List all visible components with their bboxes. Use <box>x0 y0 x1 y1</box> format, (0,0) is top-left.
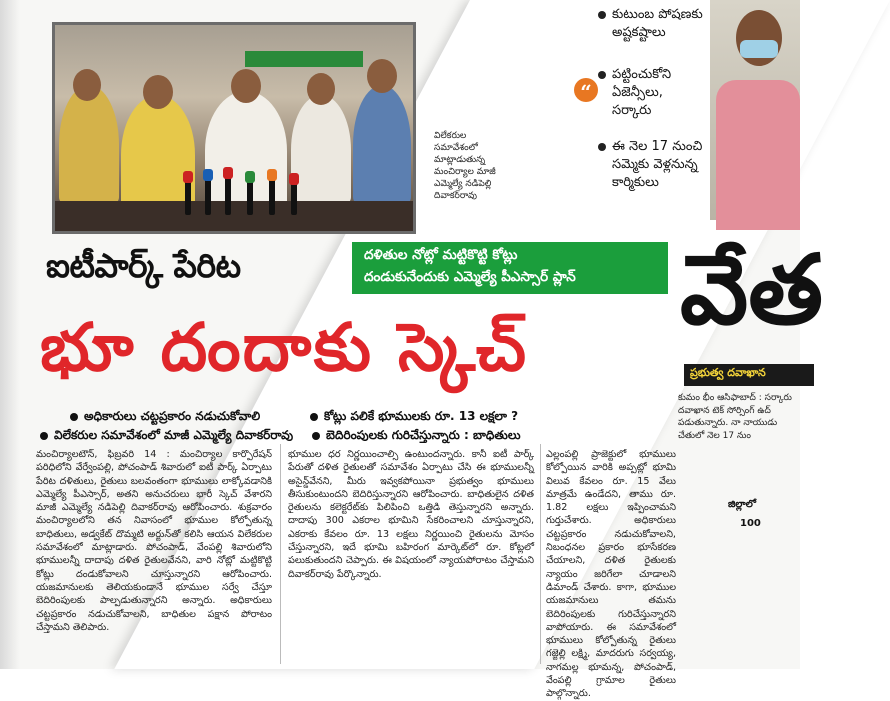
photo-shirt <box>716 80 800 230</box>
subhead-text: బెదిరింపులకు గురిచేస్తున్నారు : బాధితులు <box>326 428 521 442</box>
quote-icon: “ <box>574 78 598 102</box>
adjacent-story-number: 100 <box>740 518 761 529</box>
person-4-head <box>307 73 335 105</box>
side-bullet-text: పట్టించుకోని ఏజెన్సీలు, సర్కారు <box>612 67 672 118</box>
subhead-text: అధికారులు చట్టప్రకారం నడుచుకోవాలి <box>84 409 261 423</box>
microphone-cap <box>203 169 213 181</box>
page-edge-shadow <box>0 0 20 669</box>
column-divider <box>280 444 281 664</box>
person-3-head <box>231 69 261 103</box>
bullet-dot-icon <box>598 11 606 19</box>
bullet-dot-icon <box>598 143 606 151</box>
adjacent-story-text: కుమం భీం ఆసిఫాబాద్ : సర్కారు దవాఖాన టెక్ సోర్సింగ్ ఉద్ పడుతున్నారు. నా నాయుడు చేతులో నెల 17 నుం <box>678 393 792 441</box>
bullet-dot-icon <box>40 432 48 440</box>
body-column-2: భూముల ధర నిర్ణయించాల్సి ఉంటుందన్నారు. కానీ ఐటీ పార్క్ పేరుతో దళిత రైతులతో సమావేశం ఏర్పాటు చేసి ఈ భూములన్నీ అసైన్డ్‌వేనని, మీరు ఇవ్వకపోయినా ప్రభుత్వం భూములు తీసుకుంటుందని బెదిరిస్తున్నారని ఆరోపించారు. బాధితులైన దళిత రైతులను కలెక్టరేట్‌కు పిలిపించి ఒత్తిడి తెస్తున్నారని అన్నారు. దాదాపు 300 ఎకరాల భూమిని సేకరించాలని చూస్తున్నారని, ఎకరాకు కేవలం రూ. 13 లక్షలు నిర్ణయించి రైతులను మోసం చేస్తున్నారని, ఇదే భూమి బహిరంగ మార్కెట్‌లో రూ. కోట్లలో పలుకుతుందని చెప్పారు. ఈ విషయంలో న్యాయపోరాటం చేస్తామని దివాకర్‌రావు పేర్కొన్నారు. <box>288 449 534 580</box>
photo-caption-line: మాట్లాడుతున్న <box>434 155 486 165</box>
microphone-cap <box>223 167 233 179</box>
photo-caption-line: ఎమ్మెల్యే నడిపెల్లి <box>434 179 492 189</box>
person-5 <box>353 85 411 205</box>
green-deck-line: దండుకునేందుకు ఎమ్మెల్యే పీఎస్సార్ ప్లాన్ <box>364 269 576 285</box>
side-bullet <box>612 6 704 42</box>
press-meet-photo <box>52 22 416 234</box>
column-divider <box>540 444 541 664</box>
bullet-dot-icon <box>312 432 320 440</box>
body-column-1: మంచిర్యాలటౌన్, ఫిబ్రవరి 14 : మంచిర్యాల కార్పొరేషన్ పరిధిలోని వేర్వేంపల్లి, పోచంపాడ్ శివారులో ఐటీ పార్క్ ఏర్పాటు పేరిట దళితులు, రైతులు బలవంతంగా భూములు లాక్కోవడానికి ఎమ్మెల్యే పీఎస్సార్, అతని అనుచరులు భారీ స్కెచ్ వేశారని మాజీ ఎమ్మెల్యే నడిపెల్లి దివాకర్‌రావు ఆరోపించారు. శుక్రవారం మంచిర్యాలలోని తన నివాసంలో భూముల కోల్పోతున్న బాధితులు, అడ్వకేట్ దొమ్మటి అర్జున్‌తో కలిసి ఆయన విలేకరుల సమావేశంలో మాట్లాడారు. పోచంపాడ్, వేంపల్లి శివారులోని భూములన్నీ దాదాపు దళిత రైతులవేనని, వారి నోట్లో మట్టికొట్టి కోట్లు దండుకోవాలని చూస్తున్నారని ఆరోపించారు. యజమానులకు తెలియకుండానే భూముల సర్వే చేస్తూ బెదిరింపులకు పాల్పడుతున్నారని అన్నారు. అధికారులు చట్టప్రకారం నడుచుకోవాలని, బాధితుల పక్షాన పోరాటం చేస్తామని తెలిపారు. <box>36 449 272 633</box>
bullet-dot-icon <box>310 413 318 421</box>
press-table <box>55 201 413 231</box>
kicker-headline: ఐటీపార్క్ పేరిట <box>46 246 241 285</box>
person-5-head <box>367 59 397 93</box>
microphone-cap <box>245 171 255 183</box>
bullet-dot-icon <box>598 71 606 79</box>
subhead <box>40 428 293 445</box>
bullet-dot-icon <box>70 413 78 421</box>
main-headline: భూ దందాకు స్కెచ్ <box>40 309 529 386</box>
side-bullet <box>612 138 704 192</box>
subhead-text: కోట్లు పలికే భూములకు రూ. 13 లక్షలా ? <box>324 409 519 423</box>
side-bullet-text: కుటుంబ పోషణకు అష్టకష్టాలు <box>612 7 703 40</box>
side-bullet-text: ఈ నెల 17 నుంచి సమ్మెకు వెళ్లనున్న కార్మికులు <box>612 139 703 190</box>
adjacent-story-tag-text: ప్రభుత్వ దవాఖాన <box>690 366 766 379</box>
person-2-head <box>143 75 173 109</box>
photo-caption-line: దివాకర్‌రావు <box>434 191 478 201</box>
person-1 <box>59 85 119 205</box>
adjacent-story-tag <box>684 364 814 386</box>
microphone-cap <box>289 173 299 185</box>
person-1-head <box>73 69 101 101</box>
subhead <box>70 409 260 426</box>
microphone-cap <box>183 171 193 183</box>
photo-banner-stripe <box>245 51 363 67</box>
body-column-3: ఎల్లంపల్లి ప్రాజెక్టులో భూములు కోల్పోయిన వారికి అప్పట్లో భూమి విలువ కేవలం రూ. 15 వేలు మాత్రమే ఉండేదని, తాము రూ. 1.82 లక్షలు ఇప్పించామని గుర్తుచేశారు. అధికారులు చట్టప్రకారం నడుచుకోవాలని, నిబంధనల ప్రకారం భూసేకరణ చేయాలని, దళిత రైతులకు న్యాయం జరిగేలా చూడాలని డిమాండ్ చేశారు. కాగా, భూముల యజమానులు తమను బెదిరింపులకు గురిచేస్తున్నారని వాపోయారు. ఈ సమావేశంలో భూములు కోల్పోతున్న రైతులు గజ్జెల్లి లక్ష్మి, మాదరుగు సర్వయ్య, నాగమల్ల భూమన్న, పోచంపాడ్, వేంపల్లి గ్రామాల రైతులు పాల్గొన్నారు. <box>546 449 676 700</box>
side-bullet <box>612 66 704 120</box>
person-4 <box>291 95 351 205</box>
photo-caption-line: విలేకరుల <box>434 131 467 141</box>
person-2 <box>121 95 195 215</box>
microphone-cap <box>267 169 277 181</box>
subhead <box>312 428 520 445</box>
health-worker-photo <box>710 0 800 220</box>
face-mask <box>740 40 778 58</box>
green-deck-box <box>352 242 668 294</box>
adjacent-story-subhead: జిల్లాలో <box>728 499 757 510</box>
photo-caption-line: మంచిర్యాల మాజీ <box>434 167 496 177</box>
photo-caption <box>434 130 518 202</box>
subhead <box>310 409 518 426</box>
photo-caption-line: సమావేశంలో <box>434 143 478 153</box>
subhead-text: విలేకరుల సమావేశంలో మాజీ ఎమ్మెల్యే దివాకర్‌రావు <box>54 428 294 442</box>
adjacent-story-headline: వేత <box>680 234 823 346</box>
green-deck-line: దళితుల నోట్లో మట్టికొట్టి కోట్లు <box>364 247 518 263</box>
